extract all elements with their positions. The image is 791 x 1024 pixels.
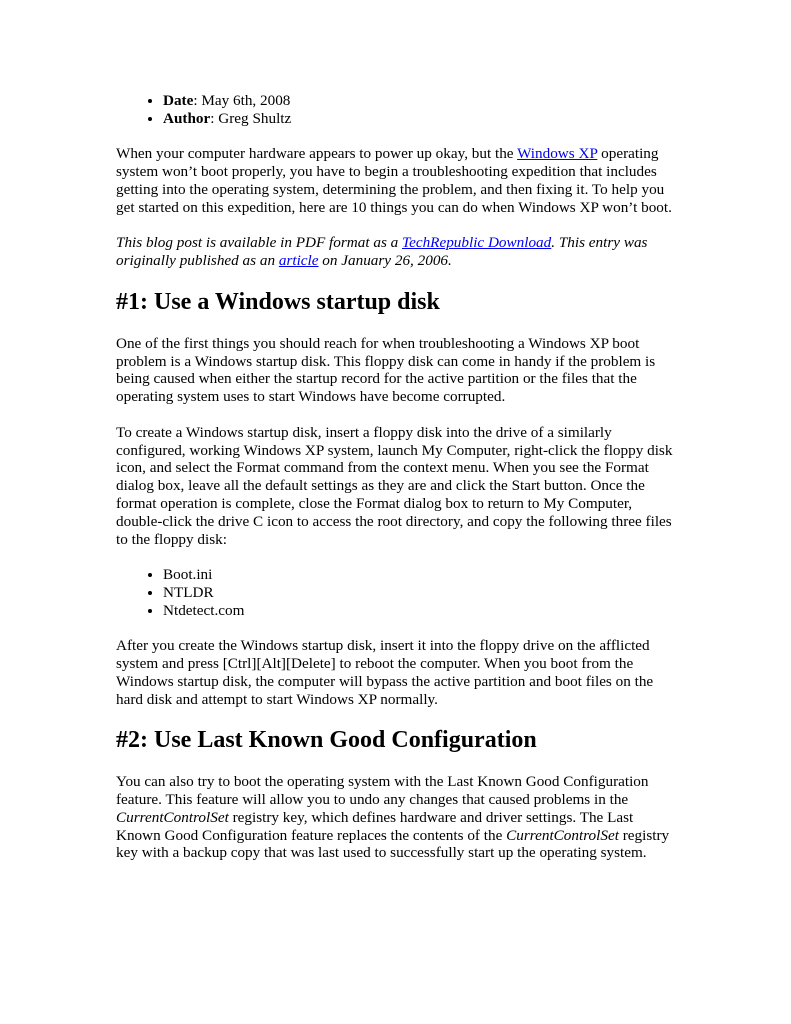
note-text-2: . This entry was originally published as an — [116, 234, 648, 270]
author-value: : Greg Shultz — [210, 109, 292, 127]
section-2-text-a: You can also try to boot the operating system with the Last Known Good Configuration feature. This feature will allow you to undo any changes that caused problems in the — [116, 773, 649, 809]
author-label: Author — [163, 109, 211, 127]
date-value: : May 6th, 2008 — [193, 92, 291, 109]
techrepublic-download-link[interactable]: TechRepublic Download — [402, 234, 552, 252]
registry-key-name: CurrentControlSet — [506, 826, 619, 844]
intro-text-start: When your computer hardware appears to power up okay, but the — [116, 145, 518, 163]
post-author — [163, 110, 676, 128]
startup-files-list — [116, 566, 676, 619]
section-1-paragraph-2: To create a Windows startup disk, insert a floppy disk into the drive of a similarly configured, working Windows XP system, launch My Computer, right-click the floppy disk icon, and select the Format command from the context menu. When you see the Format dialog box, leave all the default settings as they are and click the Start button. Once the format operation is complete, close the Format dialog box to return to My Computer, double-click the drive C icon to access the root directory, and copy the following three files to the floppy disk: — [116, 423, 673, 548]
section-2-heading: #2: Use Last Known Good Configuration — [116, 727, 537, 754]
section-2-text-c: registry key with a backup copy that was last used to successfully start up the operating system. — [116, 826, 670, 862]
registry-key-name: CurrentControlSet — [116, 808, 229, 826]
post-meta-list — [116, 92, 676, 128]
windows-xp-link[interactable]: Windows XP — [517, 145, 598, 163]
list-item: • NTLDR — [163, 584, 676, 602]
list-item: • Ntdetect.com — [163, 602, 676, 620]
intro-text-end: operating system won’t boot properly, you have to begin a troubleshooting expedition that includes getting into the operating system, determining the problem, and then fixing it. To help you get started on this expedition, here are 10 things you can do when Windows XP won’t boot. — [116, 145, 672, 216]
article-link[interactable]: article — [278, 252, 319, 270]
post-date — [163, 92, 676, 110]
section-2-text-b: registry key, which defines hardware and driver settings. The Last Known Good Configuration feature replaces the contents of the — [116, 808, 634, 844]
list-item: • Boot.ini — [163, 566, 676, 584]
section-1-paragraph-3: After you create the Windows startup disk, insert it into the floppy drive on the afflicted system and press [Ctrl][Alt][Delete] to reboot the computer. When you boot from the Windows startup disk, the computer will bypass the active partition and boot files on the hard disk and attempt to start Windows XP normally. — [116, 637, 654, 708]
note-text-1: This blog post is available in PDF format as a — [116, 234, 403, 252]
intro-paragraph — [116, 145, 676, 216]
article-page — [116, 92, 676, 880]
note-text-3: on January 26, 2006. — [318, 252, 452, 270]
date-label: Date — [163, 92, 194, 109]
section-2-paragraph — [116, 773, 676, 862]
section-1-heading: #1: Use a Windows startup disk — [116, 288, 440, 315]
pdf-note-paragraph — [116, 234, 676, 270]
section-1-paragraph-1: One of the first things you should reach for when troubleshooting a Windows XP boot problem is a Windows startup disk. This floppy disk can come in handy if the problem is being caused when either the startup record for the active partition or the files that the operating system uses to start Windows have become corrupted. — [116, 334, 656, 406]
